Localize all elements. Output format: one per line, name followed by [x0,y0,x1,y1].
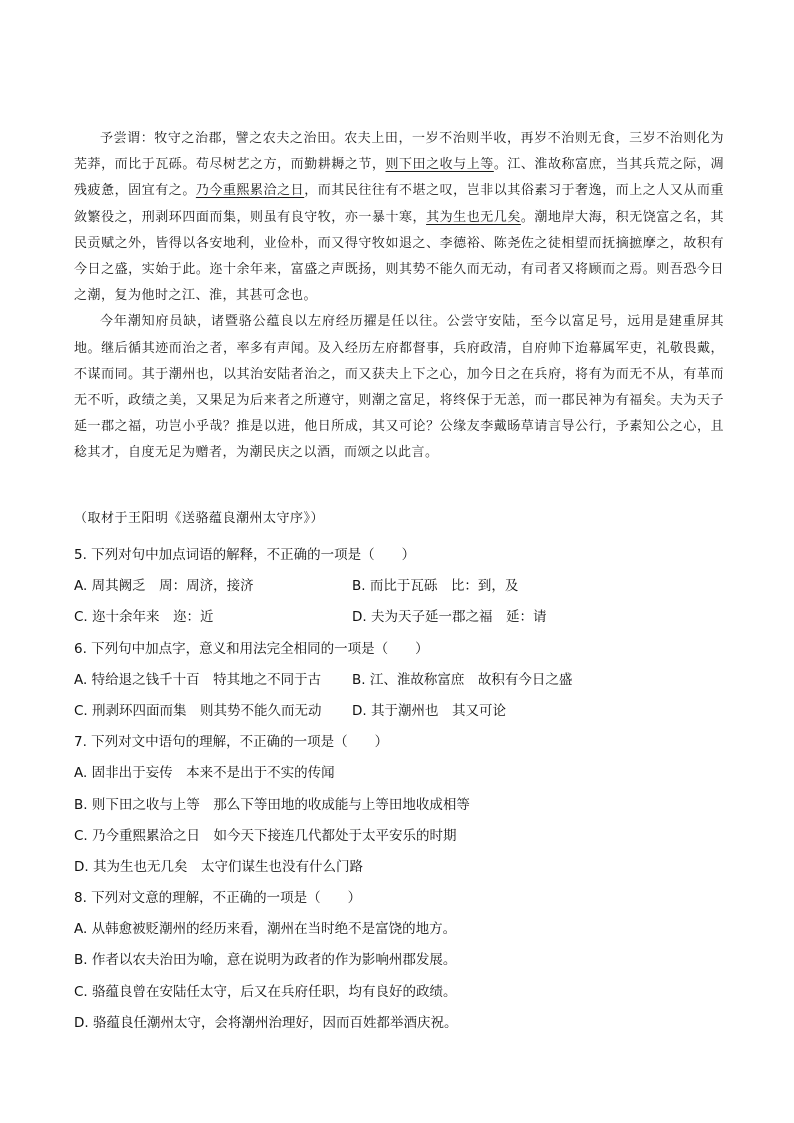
underlined-phrase: 其为生也无几矣 [426,209,521,225]
passage-text: 。江、淮故称富庶，当其兵荒之际，凋残疲惫，固宜有之。 [74,157,724,199]
option-d: D. 其于潮州也 其又可论 [352,702,506,719]
passage-paragraph-1 [74,126,724,309]
option-a: A. 周其阙乏 周：周济，接济 [74,578,254,595]
passage-paragraph-2: 今年潮知府员缺，诸暨骆公蕴良以左府经历擢是任以往。公尝守安陆，至今以富足号，远用是建重屏其地。继后循其迹而治之者，率多有声闻。及入经历左府都督事，兵府政清，自府帅下迨幕属军吏，礼敬畏戴，不谋而同。其于潮州也，以其治安陆者治之，而又获夫上下之心，加今日之在兵府，将有为而无不从，有革而无不听，政绩之美，又果足为后来者之所遵守，则潮之富足，将终保于无恙，而一郡民神为有福矣。夫为天子延一郡之福，功岂小乎哉？推是以进，他日所成，其又可论？公缘友李戴旸草请言导公行，予素知公之心，且稔其才，自度无足为赠者，为潮民庆之以酒，而颂之以此言。 [74,314,724,461]
passage-text: 予尝谓：牧守之治郡，譬之农夫之治田。农夫上田，一岁不治则半收，再岁不治则无食，三岁不治则化为芜莽，而比于瓦砾。苟尽树艺之方，而勤耕耨之节， [74,131,724,173]
option-row [74,977,734,1008]
option-row [74,571,734,602]
option-a: A. 固非出于妄传 本来不是出于不实的传闻 [74,765,335,782]
option-a: A. 从韩愈被贬潮州的经历来看，潮州在当时绝不是富饶的地方。 [74,921,457,938]
option-row [74,665,734,696]
option-row [74,602,734,633]
option-row [74,758,734,789]
question-stem: 8. 下列对文意的理解，不正确的一项是（ ） [74,890,362,907]
option-row [74,790,734,821]
question-stem: 6. 下列句中加点字，意义和用法完全相同的一项是（ ） [74,640,429,657]
underlined-phrase: 则下田之收与上等 [385,157,494,173]
option-d: D. 夫为天子延一郡之福 延：请 [352,609,547,626]
option-b: B. 江、淮故称富庶 故积有今日之盛 [352,671,573,688]
option-row [74,821,734,852]
option-b: B. 作者以农夫治田为喻，意在说明为政者的作为影响州郡发展。 [74,952,457,969]
option-row [74,914,734,945]
option-c: C. 迩十余年来 迩：近 [74,609,214,626]
passage-text: ，而其民往往有不堪之叹，岂非以其俗素习于奢逸，而上之人又从而重敛繁役之，刑剥环四面而集，则虽有良守牧，亦一暴十寒， [74,183,724,225]
underlined-phrase: 乃今重熙累洽之日 [195,183,305,199]
option-c: C. 骆蕴良曾在安陆任太守，后又在兵府任职，均有良好的政绩。 [74,983,457,1000]
question-stem: 7. 下列对文中语句的理解，不正确的一项是（ ） [74,734,389,751]
option-b: B. 则下田之收与上等 那么下等田地的收成能与上等田地收成相等 [74,796,470,813]
passage-text: 。潮地岸大海，积无饶富之名，其民贡赋之外，皆得以各安地利，业俭朴，而又得守牧如退之、李德裕、陈尧佐之徒相望而抚摘摭摩之，故积有今日之盛，实始于此。迩十余年来，富盛之声既扬，则其势不能久而无动，有司者又将顾而之焉。则吾恐今日之潮，复为他时之江、淮，其甚可念也。 [74,209,724,304]
question-stem: 5. 下列对句中加点词语的解释，不正确的一项是（ ） [74,547,416,563]
option-d: D. 骆蕴良任潮州太守，会将潮州治理好，因而百姓都举酒庆祝。 [74,1014,458,1031]
classical-passage [74,126,724,467]
option-c: C. 刑剥环四面而集 则其势不能久而无动 [74,702,322,719]
option-row [74,852,734,883]
option-b: B. 而比于瓦砾 比：到，及 [352,578,519,595]
option-c: C. 乃今重熙累洽之日 如今天下接连几代都处于太平安乐的时期 [74,827,457,844]
question-list [74,540,734,1039]
passage-source: （取材于王阳明《送骆蕴良潮州太守序》） [74,511,325,526]
option-row [74,696,734,727]
option-d: D. 其为生也无几矣 太守们谋生也没有什么门路 [74,858,363,875]
option-row [74,1008,734,1039]
option-a: A. 特给退之钱千十百 特其地之不同于古 [74,671,322,688]
option-row [74,945,734,976]
